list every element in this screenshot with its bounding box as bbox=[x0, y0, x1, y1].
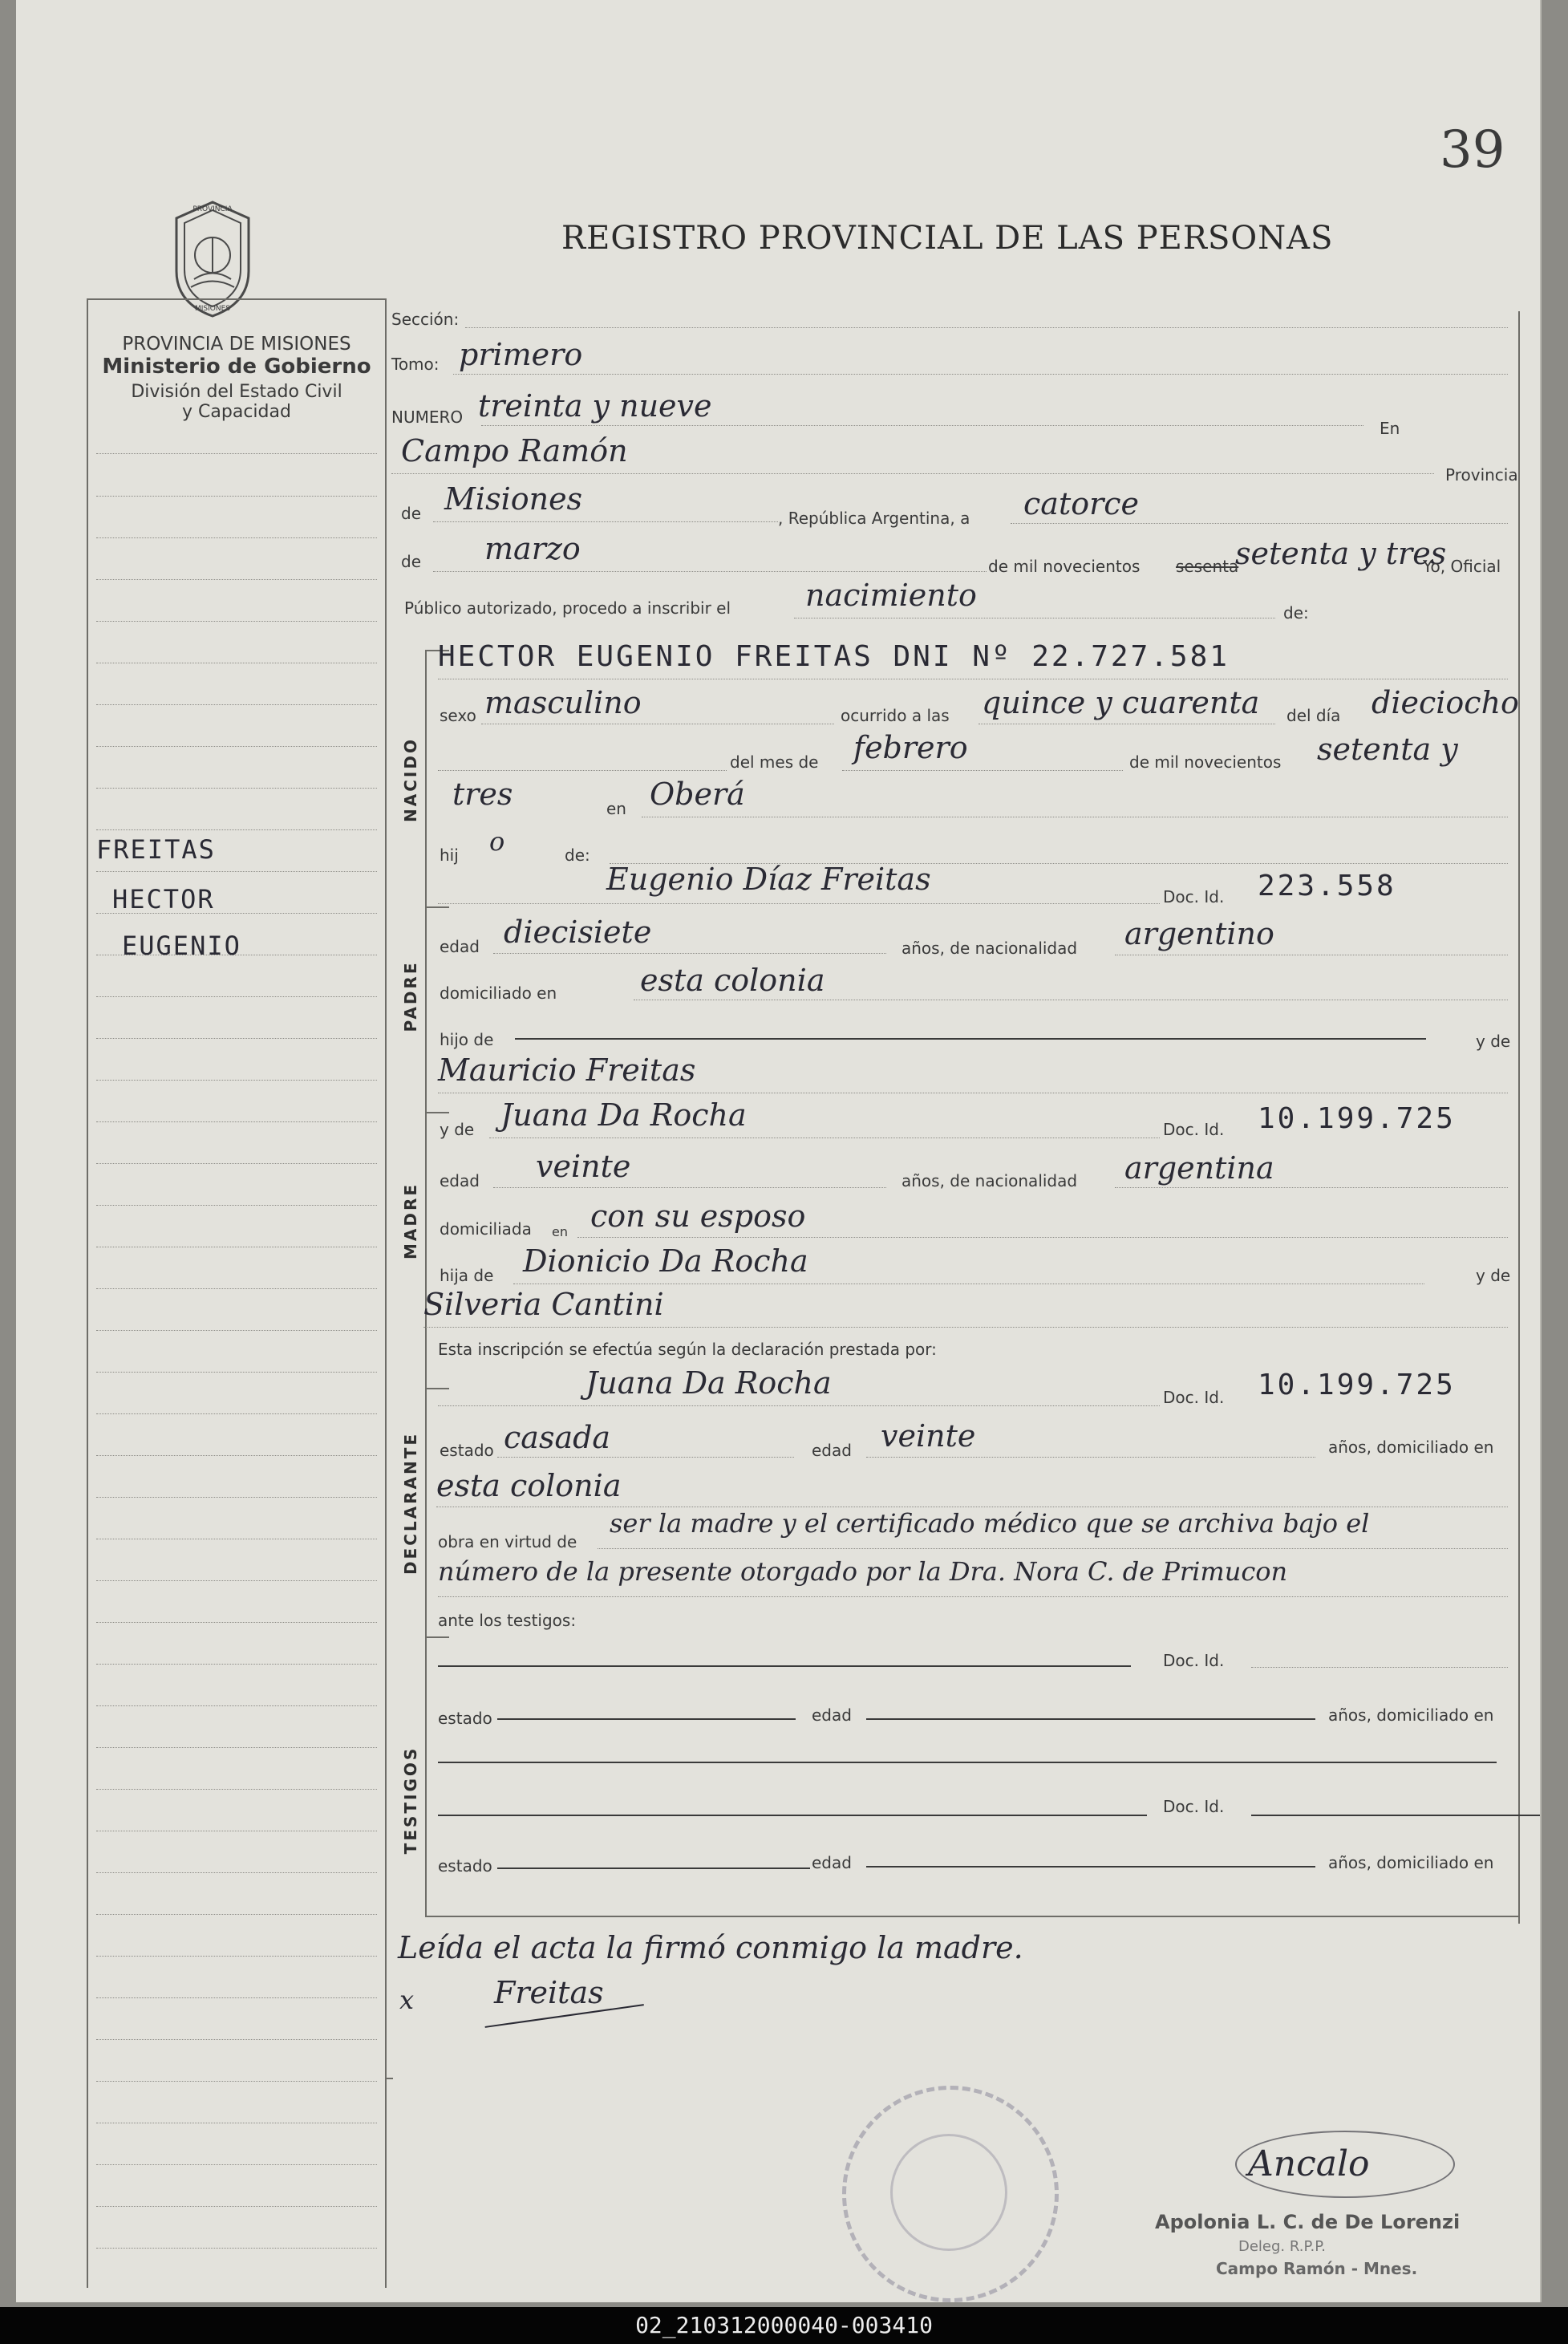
value-declarante: Juana Da Rocha bbox=[585, 1365, 832, 1401]
value-tomo: primero bbox=[459, 337, 583, 372]
crossed-word: sesenta bbox=[1176, 557, 1239, 576]
header-ministry: Ministerio de Gobierno bbox=[102, 355, 371, 379]
image-id-footer: 02_210312000040-003410 bbox=[0, 2307, 1568, 2344]
side-label-madre: MADRE bbox=[401, 1182, 420, 1260]
value-declarante-estado: casada bbox=[504, 1420, 611, 1455]
value-dia: catorce bbox=[1023, 486, 1140, 521]
label-en-nac: en bbox=[606, 799, 626, 818]
label-edad-padre: edad bbox=[440, 937, 480, 956]
rule-abuela-materna bbox=[423, 1327, 1508, 1328]
closing-note-mark: x bbox=[399, 1985, 415, 2015]
label-anos-nac-padre: años, de nacionalidad bbox=[901, 939, 1078, 958]
value-obra-2: número de la presente otorgado por la Dra. Nora C. de Primucon bbox=[438, 1556, 1288, 1587]
value-lugar-nac: Oberá bbox=[650, 777, 745, 812]
document-title: REGISTRO PROVINCIAL DE LAS PERSONAS bbox=[561, 220, 1334, 257]
side-label-testigos: TESTIGOS bbox=[401, 1746, 420, 1855]
side-label-nacido: NACIDO bbox=[401, 737, 420, 822]
value-madre-doc: 10.199.725 bbox=[1258, 1102, 1456, 1135]
rule-tomo bbox=[453, 374, 1508, 375]
label-anos-dom-declarante: años, domiciliado en bbox=[1328, 1438, 1494, 1457]
rule-testigo-2 bbox=[438, 1815, 1147, 1816]
padre-top bbox=[425, 906, 449, 908]
rule-estado-testigo-1 bbox=[497, 1718, 796, 1720]
rule-mes bbox=[433, 571, 987, 572]
rule-numero bbox=[481, 425, 1363, 426]
label-hija-de: hija de bbox=[440, 1266, 494, 1285]
label-de-colon: de: bbox=[1283, 603, 1309, 622]
label-edad-testigo-2: edad bbox=[812, 1853, 852, 1872]
value-sexo: masculino bbox=[484, 685, 642, 720]
rule-doc-testigo-2 bbox=[1251, 1815, 1540, 1816]
official-stamp-inner bbox=[890, 2134, 1007, 2251]
rule-madre-edad bbox=[493, 1187, 886, 1188]
header-capacity: y Capacidad bbox=[182, 402, 291, 422]
label-doc-padre: Doc. Id. bbox=[1163, 887, 1225, 906]
value-madre-edad: veinte bbox=[536, 1149, 631, 1184]
rule-declarante-edad bbox=[866, 1457, 1315, 1458]
value-mes: marzo bbox=[484, 531, 581, 566]
rule-declarante-estado bbox=[497, 1457, 794, 1458]
official-location: Campo Ramón - Mnes. bbox=[1216, 2259, 1418, 2278]
rule-edad-testigo-2 bbox=[866, 1866, 1315, 1867]
madre-top bbox=[425, 1112, 449, 1113]
official-title: Deleg. R.P.P. bbox=[1238, 2238, 1327, 2255]
official-name: Apolonia L. C. de De Lorenzi bbox=[1155, 2211, 1461, 2233]
value-numero: treinta y nueve bbox=[478, 388, 712, 424]
testigos-top bbox=[425, 1636, 449, 1638]
left-column-outer-border bbox=[87, 298, 88, 2288]
closing-note: Leída el acta la firmó conmigo la madre. bbox=[398, 1930, 1023, 1965]
rule-lugar bbox=[391, 473, 1434, 474]
value-anio-nac-2: tres bbox=[452, 777, 513, 812]
value-tipo: nacimiento bbox=[805, 578, 977, 613]
left-column-top-rule bbox=[87, 298, 385, 300]
value-hora: quince y cuarenta bbox=[982, 685, 1260, 720]
label-de-mil: de mil novecientos bbox=[988, 557, 1141, 576]
value-madre: Juana Da Rocha bbox=[500, 1097, 747, 1133]
rule-obra-1 bbox=[598, 1548, 1508, 1549]
rule-seccion bbox=[465, 327, 1508, 328]
official-signature-flourish bbox=[1235, 2131, 1455, 2198]
label-domiciliada-en: en bbox=[552, 1224, 568, 1239]
value-obra-1: ser la madre y el certificado médico que se archiva bajo el bbox=[610, 1508, 1370, 1539]
label-y-de-2: y de bbox=[1476, 1266, 1511, 1285]
label-provincia: Provincia bbox=[1445, 465, 1518, 485]
value-anio: setenta y tres bbox=[1235, 536, 1447, 571]
page-number: 39 bbox=[1440, 120, 1505, 180]
right-border bbox=[1518, 311, 1520, 1924]
value-abuelo-paterno: Mauricio Freitas bbox=[438, 1052, 696, 1088]
official-signature: Ancalo bbox=[1248, 2143, 1370, 2184]
label-estado-testigo-1: estado bbox=[438, 1709, 492, 1728]
province-emblem bbox=[168, 199, 257, 319]
rule-hijo-de-blank bbox=[515, 1038, 1426, 1040]
label-anos-dom-testigo-2: años, domiciliado en bbox=[1328, 1853, 1494, 1872]
label-numero: NUMERO bbox=[391, 408, 464, 427]
label-domiciliada: domiciliada bbox=[440, 1219, 532, 1239]
label-en: En bbox=[1380, 419, 1400, 438]
value-abuelo-materno: Dionicio Da Rocha bbox=[523, 1243, 808, 1279]
rule-provincia bbox=[433, 521, 778, 522]
label-del-dia: del día bbox=[1286, 706, 1341, 725]
label-edad-declarante: edad bbox=[812, 1441, 852, 1460]
label-republica: , República Argentina, a bbox=[778, 509, 970, 528]
rule-padre-edad bbox=[493, 953, 886, 954]
value-declarante-edad: veinte bbox=[881, 1418, 976, 1454]
label-publico: Público autorizado, procedo a inscribir el bbox=[404, 598, 731, 618]
label-del-mes: del mes de bbox=[730, 752, 819, 772]
bottom-rule bbox=[385, 2078, 393, 2079]
label-de-1: de bbox=[401, 504, 421, 523]
value-abuela-materna: Silveria Cantini bbox=[423, 1287, 664, 1322]
label-y-de-madre: y de bbox=[440, 1120, 475, 1139]
label-estado-testigo-2: estado bbox=[438, 1856, 492, 1876]
value-padre: Eugenio Díaz Freitas bbox=[606, 862, 931, 897]
value-padre-edad: diecisiete bbox=[504, 914, 652, 950]
ministry-header bbox=[88, 334, 385, 422]
value-hij-suffix: o bbox=[489, 826, 505, 857]
label-doc-testigo-2: Doc. Id. bbox=[1163, 1797, 1225, 1816]
rule-dom-testigo-1 bbox=[438, 1762, 1497, 1763]
label-estado-declarante: estado bbox=[440, 1441, 494, 1460]
side-label-declarante: DECLARANTE bbox=[401, 1431, 420, 1576]
label-doc-testigo-1: Doc. Id. bbox=[1163, 1651, 1225, 1670]
mother-signature: Freitas bbox=[494, 1975, 604, 2010]
value-provincia: Misiones bbox=[444, 481, 583, 517]
value-nombre-completo: HECTOR EUGENIO FREITAS DNI Nº 22.727.581 bbox=[438, 640, 1230, 673]
value-padre-nac: argentino bbox=[1124, 916, 1274, 951]
rule-edad-testigo-1 bbox=[866, 1718, 1315, 1720]
side-label-padre: PADRE bbox=[401, 960, 420, 1032]
value-anio-nac-1: setenta y bbox=[1317, 732, 1458, 767]
margin-middle-name: EUGENIO bbox=[122, 931, 241, 961]
value-padre-doc: 223.558 bbox=[1258, 870, 1396, 902]
label-ocurrido: ocurrido a las bbox=[841, 706, 950, 725]
value-madre-dom: con su esposo bbox=[590, 1198, 806, 1234]
label-y-de-1: y de bbox=[1476, 1032, 1511, 1051]
label-ante: ante los testigos: bbox=[438, 1611, 577, 1630]
emblem-top-text: PROVINCIA bbox=[192, 205, 233, 213]
document-page bbox=[16, 0, 1542, 2302]
rule-dia bbox=[1011, 523, 1508, 524]
label-obra: obra en virtud de bbox=[438, 1532, 577, 1551]
value-declarante-doc: 10.199.725 bbox=[1258, 1369, 1456, 1401]
label-doc-madre: Doc. Id. bbox=[1163, 1120, 1225, 1139]
rule-padre bbox=[438, 903, 1160, 904]
section-label-divider bbox=[425, 650, 427, 1917]
testigos-bottom bbox=[425, 1916, 1518, 1917]
rule-madre-nac bbox=[1115, 1187, 1508, 1188]
label-domiciliado-padre: domiciliado en bbox=[440, 983, 557, 1003]
label-de-mil-nov: de mil novecientos bbox=[1129, 752, 1282, 772]
label-hij-de: de: bbox=[565, 846, 590, 865]
left-column-inner-border bbox=[385, 298, 387, 2288]
rule-testigo-1 bbox=[438, 1665, 1131, 1667]
value-mes-nac: febrero bbox=[853, 730, 968, 765]
rule-estado-testigo-2 bbox=[497, 1867, 810, 1869]
rule-mes-nac bbox=[842, 770, 1123, 771]
value-madre-nac: argentina bbox=[1124, 1150, 1274, 1186]
label-hij: hij bbox=[440, 846, 459, 865]
label-de-2: de bbox=[401, 552, 421, 571]
value-lugar: Campo Ramón bbox=[401, 433, 628, 468]
label-esta-inscripcion: Esta inscripción se efectúa según la declaración prestada por: bbox=[438, 1340, 937, 1359]
label-tomo: Tomo: bbox=[391, 355, 440, 374]
header-province: PROVINCIA DE MISIONES bbox=[122, 334, 351, 355]
declarante-top bbox=[425, 1388, 449, 1389]
rule-doc-testigo-1 bbox=[1251, 1667, 1508, 1668]
value-dia-nac: dieciocho bbox=[1371, 685, 1519, 720]
value-declarante-dom: esta colonia bbox=[436, 1468, 622, 1503]
label-sexo: sexo bbox=[440, 706, 476, 725]
rule-madre-dom bbox=[577, 1237, 1508, 1238]
label-anos-dom-testigo-1: años, domiciliado en bbox=[1328, 1705, 1494, 1725]
value-padre-dom: esta colonia bbox=[640, 963, 825, 998]
label-hijo-de: hijo de bbox=[440, 1030, 494, 1049]
label-anos-nac-madre: años, de nacionalidad bbox=[901, 1171, 1078, 1190]
label-yo-oficial: Yo, Oficial bbox=[1423, 557, 1501, 576]
rule-obra-2 bbox=[438, 1596, 1508, 1597]
rule-declarante bbox=[438, 1405, 1160, 1406]
label-doc-declarante: Doc. Id. bbox=[1163, 1388, 1225, 1407]
margin-surname: FREITAS bbox=[96, 834, 216, 865]
header-division: División del Estado Civil bbox=[131, 382, 342, 402]
margin-first-name: HECTOR bbox=[112, 884, 215, 914]
emblem-bottom-text: MISIONES bbox=[194, 305, 230, 313]
label-seccion: Sección: bbox=[391, 310, 460, 329]
label-edad-madre: edad bbox=[440, 1171, 480, 1190]
label-edad-testigo-1: edad bbox=[812, 1705, 852, 1725]
rule-blank-nac bbox=[438, 770, 727, 771]
